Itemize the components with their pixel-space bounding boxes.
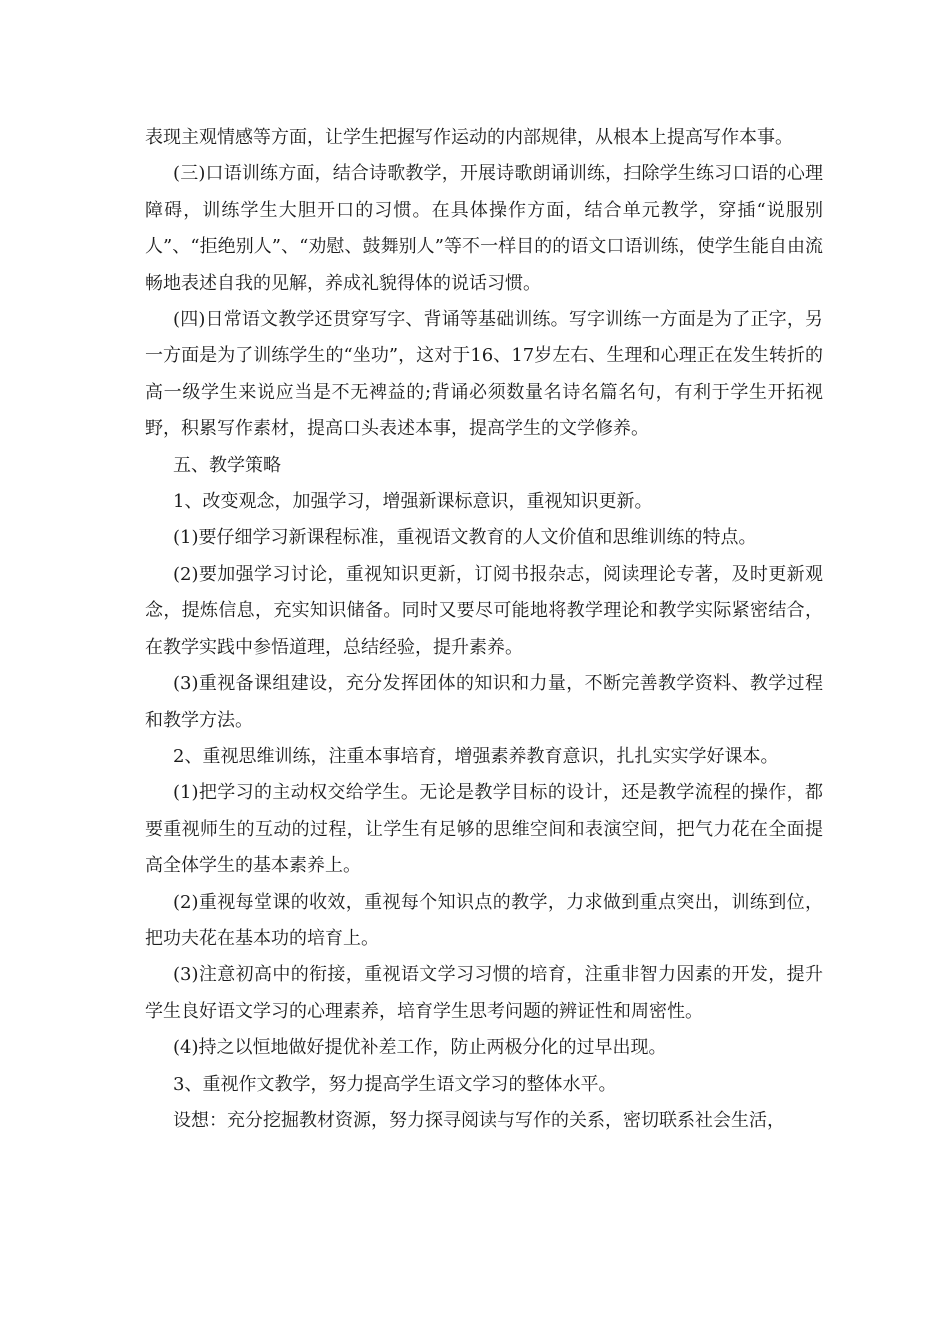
strategy-1-sub-3: (3)重视备课组建设，充分发挥团体的知识和力量，不断完善教学资料、教学过程和教学方法。	[145, 673, 823, 731]
paragraph-basic-training: (四)日常语文教学还贯穿写字、背诵等基础训练。写字训练一方面是为了正字，另一方面是为了训练学生的“坐功”，这对于16、17岁左右、生理和心理正在发生转折的高一级学生来说应当是不无裨益的;背诵必须数量名诗名篇名句，有利于学生开拓视野，积累写作素材，提高口头表述本事，提高学生的文学修养。	[145, 309, 823, 440]
strategy-item-2: 2、重视思维训练，注重本事培育，增强素养教育意识，扎扎实实学好课本。	[173, 745, 779, 767]
strategy-2-sub-3: (3)注意初高中的衔接，重视语文学习习惯的培育，注重非智力因素的开发，提升学生良好语文学习的心理素养，培育学生思考问题的辨证性和周密性。	[145, 964, 823, 1022]
strategy-item-3: 3、重视作文教学，努力提高学生语文学习的整体水平。	[173, 1073, 617, 1095]
paragraph-plan: 设想：充分挖掘教材资源，努力探寻阅读与写作的关系，密切联系社会生活，	[173, 1109, 785, 1131]
strategy-1-sub-1: (1)要仔细学习新课程标准，重视语文教育的人文价值和思维训练的特点。	[173, 527, 757, 549]
section-heading-strategy: 五、教学策略	[173, 454, 281, 476]
strategy-2-sub-4: (4)持之以恒地做好提优补差工作，防止两极分化的过早出现。	[173, 1037, 667, 1059]
strategy-1-sub-2: (2)要加强学习讨论，重视知识更新，订阅书报杂志，阅读理论专著，及时更新观念，提炼信息，充实知识储备。同时又要尽可能地将教学理论和教学实际紧密结合，在教学实践中参悟道理，总结经验，提升素养。	[145, 563, 823, 658]
document-body	[145, 120, 823, 1139]
paragraph-continuation: 表现主观情感等方面，让学生把握写作运动的内部规律，从根本上提高写作本事。	[145, 127, 793, 148]
strategy-2-sub-1: (1)把学习的主动权交给学生。无论是教学目标的设计，还是教学流程的操作，都要重视师生的互动的过程，让学生有足够的思维空间和表演空间，把气力花在全面提高全体学生的基本素养上。	[145, 782, 823, 877]
strategy-2-sub-2: (2)重视每堂课的收效，重视每个知识点的教学，力求做到重点突出，训练到位，把功夫花在基本功的培育上。	[145, 891, 823, 949]
paragraph-oral-training: (三)口语训练方面，结合诗歌教学，开展诗歌朗诵训练，扫除学生练习口语的心理障碍，训练学生大胆开口的习惯。在具体操作方面，结合单元教学，穿插“说服别人”、“拒绝别人”、“劝慰、鼓舞别人”等不一样目的的语文口语训练，使学生能自由流畅地表述自我的见解，养成礼貌得体的说话习惯。	[145, 163, 823, 294]
strategy-item-1: 1、改变观念，加强学习，增强新课标意识，重视知识更新。	[173, 491, 653, 513]
